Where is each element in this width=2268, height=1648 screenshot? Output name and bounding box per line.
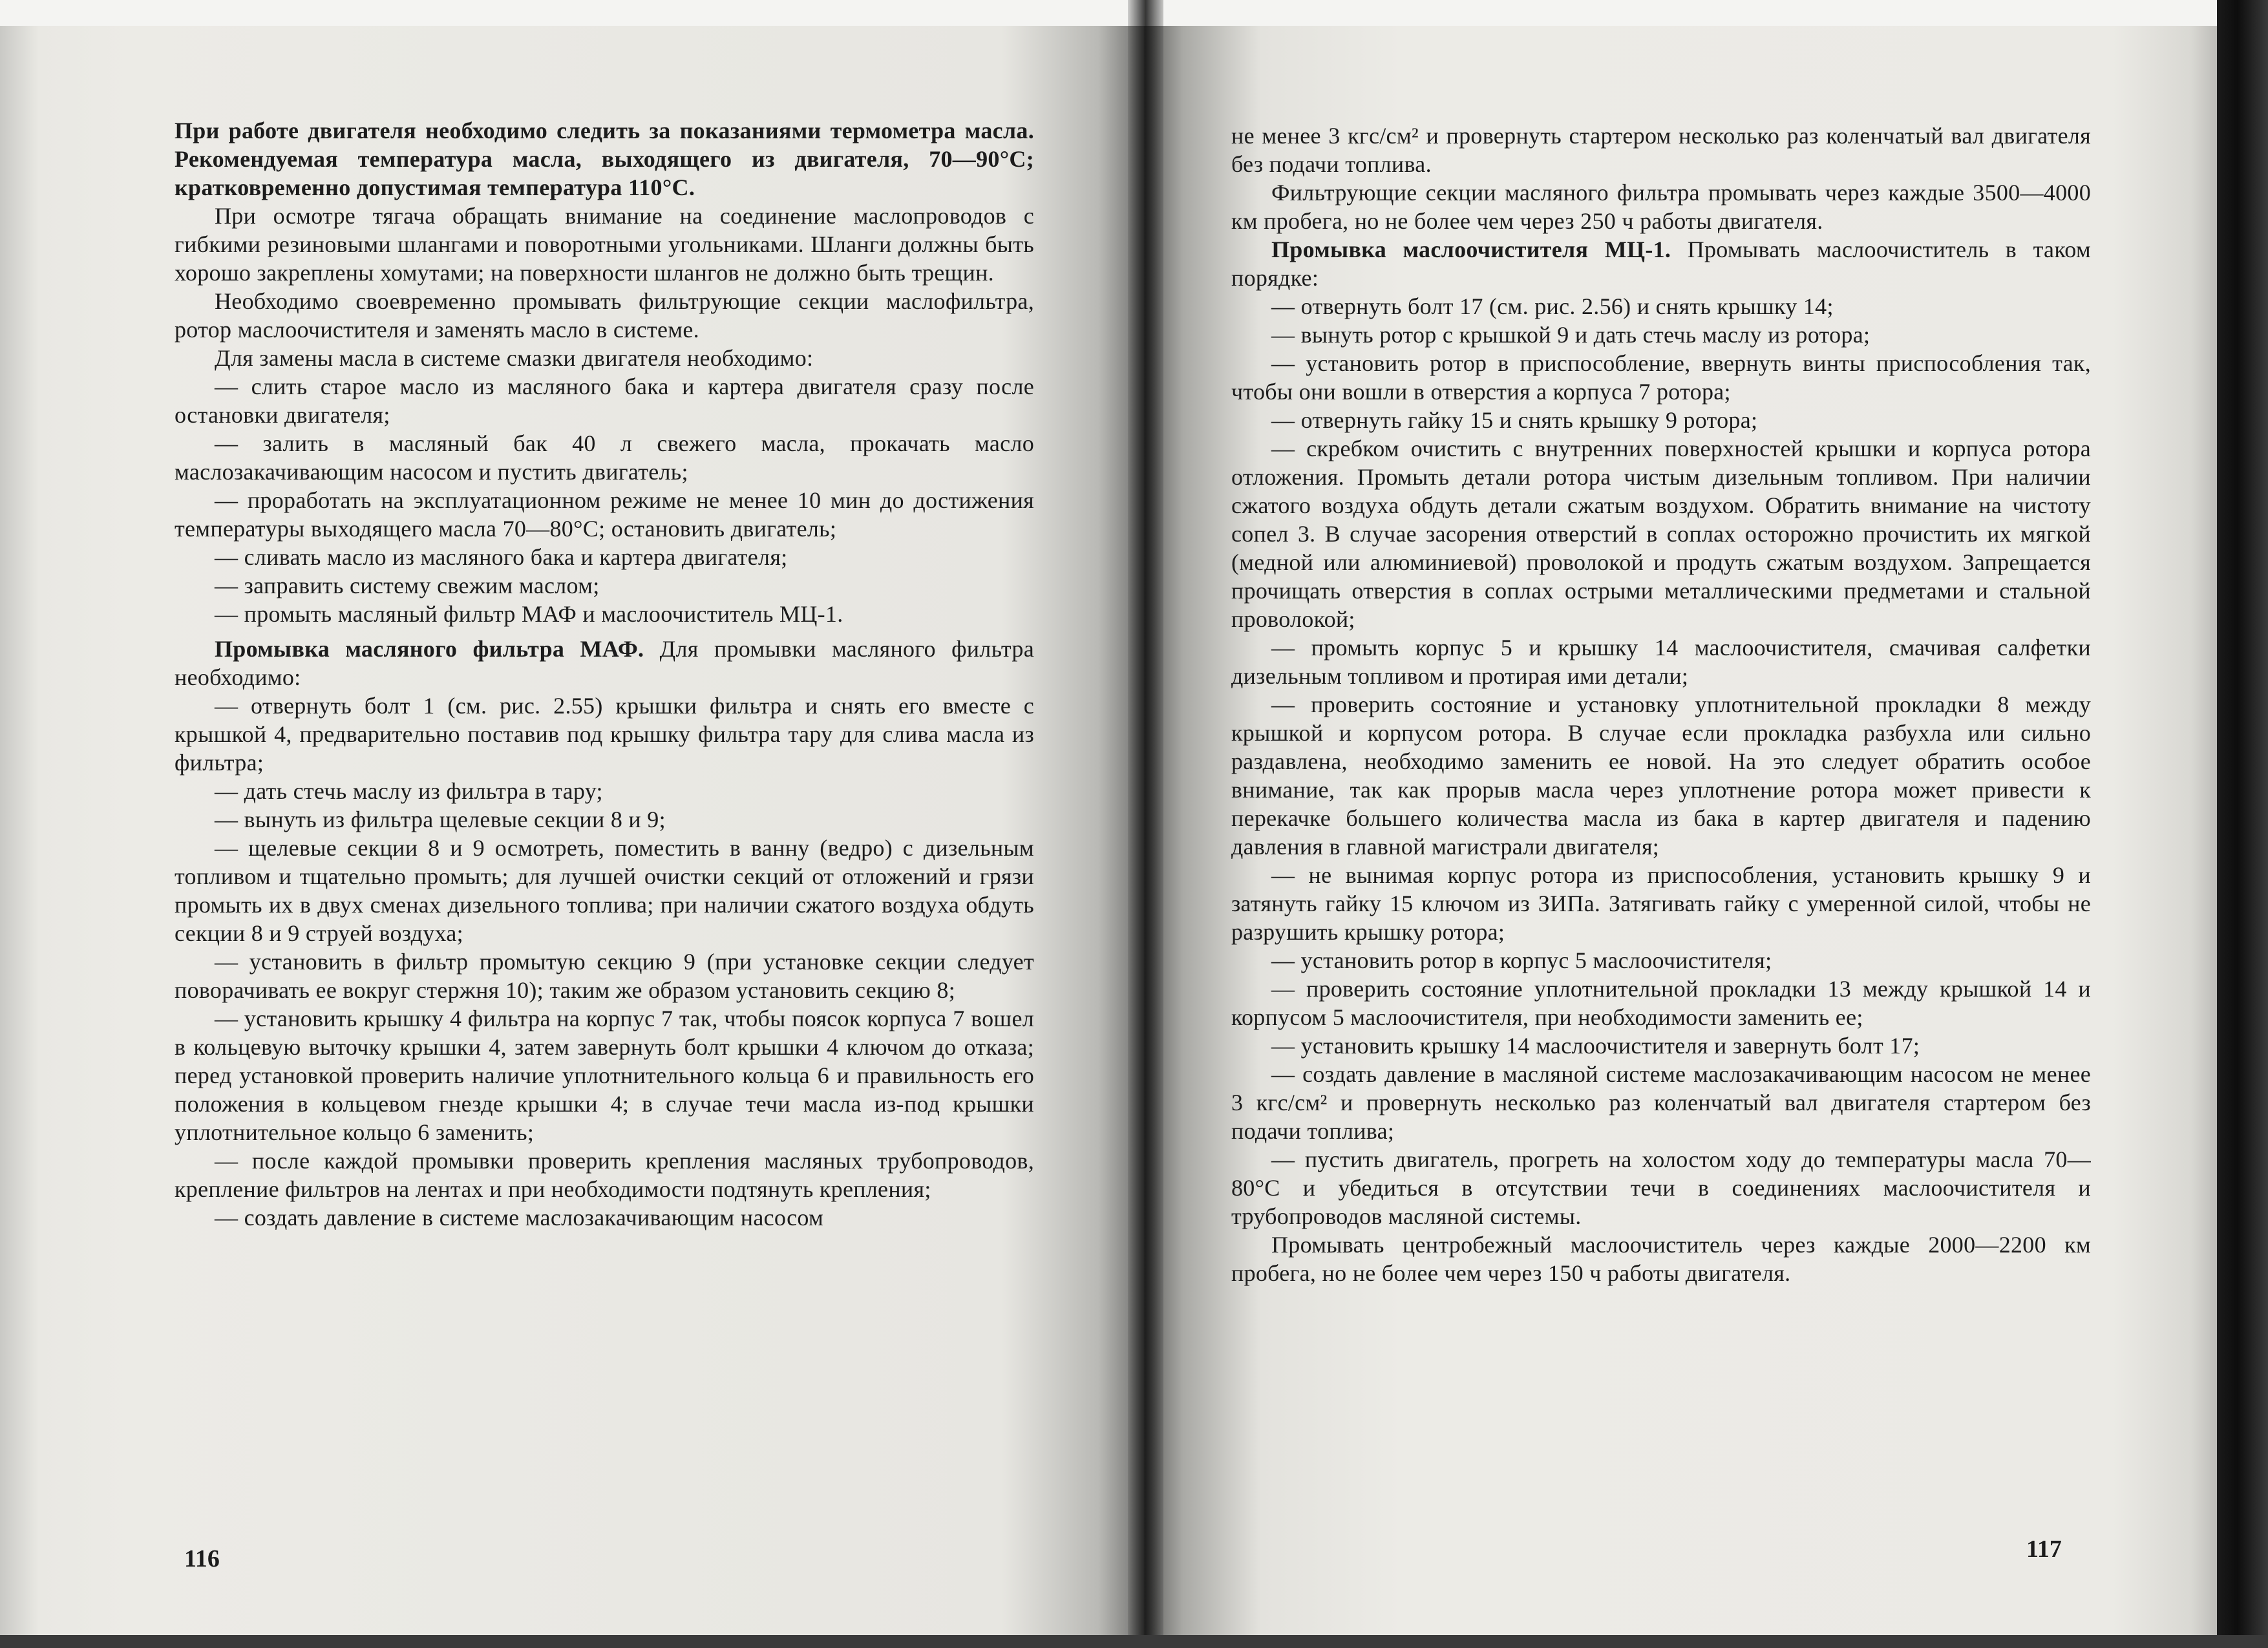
list-item: — проверить состояние уплотнительной прокладки 13 между крышкой 14 и корпусом 5 маслоочистителя, при необходимости заменить ее; xyxy=(1231,976,2091,1030)
page-number: 117 xyxy=(2026,1536,2062,1563)
section-heading: Промывка масляного фильтра МАФ. xyxy=(215,636,644,662)
paragraph: При работе двигателя необходимо следить за показаниями термометра масла. Рекомендуемая температура масла, выходящего из двигателя, 70—90°С; кратковременно допустимая температура 110°С. xyxy=(175,118,1034,200)
paragraph: Фильтрующие секции масляного фильтра промывать через каждые 3500—4000 км пробега, но не более чем через 250 ч работы двигателя. xyxy=(1231,180,2091,234)
list-item: — создать давление в масляной системе маслозакачивающим насосом не менее 3 кгс/см² и провернуть несколько раз коленчатый вал двигателя стартером без подачи топлива; xyxy=(1231,1061,2091,1144)
list-item: — промыть масляный фильтр МАФ и маслоочиститель МЦ-1. xyxy=(215,601,843,627)
paragraph: При осмотре тягача обращать внимание на соединение маслопроводов с гибкими резиновыми шлангами и поворотными угольниками. Шланги должны быть хорошо закреплены хомутами; на поверхности шлангов не должно быть трещин. xyxy=(175,203,1034,286)
page-number: 116 xyxy=(184,1545,220,1572)
list-item: — промыть корпус 5 и крышку 14 маслоочистителя, смачивая салфетки дизельным топливом и протирая ими детали; xyxy=(1231,635,2091,689)
list-item: — создать давление в системе маслозакачивающим насосом xyxy=(215,1205,824,1231)
scan-right-edge xyxy=(2217,0,2268,1648)
list-item: — проработать на эксплуатационном режиме не менее 10 мин до достижения температуры выходящего масла 70—80°С; остановить двигатель; xyxy=(175,487,1034,542)
scan-bottom-edge xyxy=(0,1635,2268,1648)
left-page xyxy=(0,26,1144,1635)
list-item: — вынуть ротор с крышкой 9 и дать стечь маслу из ротора; xyxy=(1271,322,1871,348)
list-item: — сливать масло из масляного бака и картера двигателя; xyxy=(215,544,788,570)
list-item: — не вынимая корпус ротора из приспособления, установить крышку 9 и затянуть гайку 15 ключом из ЗИПа. Затягивать гайку с умеренной силой, чтобы не разрушить крышку ротора; xyxy=(1231,862,2091,945)
list-item: — заправить систему свежим маслом; xyxy=(215,573,600,598)
list-item: — установить крышку 4 фильтра на корпус 7 так, чтобы поясок корпуса 7 вошел в кольцевую выточку крышки 4, затем завернуть болт крышки 4 ключом до отказа; перед установкой проверить наличие уплотнительного кольца 6 и правильность его положения в кольцевом гнезде крышки 4; в случае течи масла из-под крышки уплотнительное кольцо 6 заменить; xyxy=(175,1006,1034,1145)
paragraph: Необходимо своевременно промывать фильтрующие секции маслофильтра, ротор маслоочистителя и заменять масло в системе. xyxy=(175,288,1034,343)
list-item: — слить старое масло из масляного бака и картера двигателя сразу после остановки двигателя; xyxy=(175,374,1034,428)
section-heading-paragraph: Промывка маслоочистителя МЦ-1. Промывать маслоочиститель в таком порядке: xyxy=(1231,237,2091,291)
list-item: — отвернуть гайку 15 и снять крышку 9 ротора; xyxy=(1271,407,1758,433)
list-item: — отвернуть болт 17 (см. рис. 2.56) и снять крышку 14; xyxy=(1271,293,1834,319)
book-gutter xyxy=(1128,0,1163,1648)
right-page xyxy=(1144,26,2217,1635)
list-item: — скребком очистить с внутренних поверхностей крышки и корпуса ротора отложения. Промыть детали ротора чистым дизельным топливом. При наличии сжатого воздуха обдуть детали сжатым воздухом. Обратить внимание на чистоту сопел 3. В случае засорения отверстий в соплах осторожно прочистить их мягкой (медной или алюминиевой) проволокой и продуть сжатым воздухом. Запрещается прочищать отверстия в соплах острыми металлическими предметами и стальной проволокой; xyxy=(1231,436,2091,632)
list-item: — залить в масляный бак 40 л свежего масла, прокачать масло маслозакачивающим насосом и пустить двигатель; xyxy=(175,430,1034,485)
list-item: — дать стечь маслу из фильтра в тару; xyxy=(215,778,603,804)
list-item: — установить в фильтр промытую секцию 9 (при установке секции следует поворачивать ее вокруг стержня 10); таким же образом установить секцию 8; xyxy=(175,949,1034,1003)
section-heading-paragraph: Промывка масляного фильтра МАФ. Для промывки масляного фильтра необходимо: xyxy=(175,636,1034,690)
list-item: — вынуть из фильтра щелевые секции 8 и 9; xyxy=(215,807,666,832)
paragraph: не менее 3 кгс/см² и провернуть стартером несколько раз коленчатый вал двигателя без подачи топлива. xyxy=(1231,123,2091,177)
list-item: — проверить состояние и установку уплотнительной прокладки 8 между крышкой и корпусом ротора. В случае если прокладка разбухла или сильно раздавлена, необходимо заменить ее новой. На это следует обратить особое внимание, так как прорыв масла через уплотнение ротора может привести к перекачке большего количества масла из бака в картер двигателя и падению давления в главной магистрали двигателя; xyxy=(1231,692,2091,860)
paragraph: Для замены масла в системе смазки двигателя необходимо: xyxy=(215,345,814,371)
paragraph: Промывать центробежный маслоочиститель через каждые 2000—2200 км пробега, но не более чем через 150 ч работы двигателя. xyxy=(1231,1232,2091,1286)
section-heading: Промывка маслоочистителя МЦ-1. xyxy=(1271,237,1671,262)
list-item: — установить крышку 14 маслоочистителя и завернуть болт 17; xyxy=(1271,1033,1920,1059)
list-item: — установить ротор в корпус 5 маслоочистителя; xyxy=(1271,947,1772,973)
list-item: — после каждой промывки проверить крепления масляных трубопроводов, крепление фильтров на лентах и при необходимости подтянуть крепления; xyxy=(175,1148,1034,1202)
list-item: — отвернуть болт 1 (см. рис. 2.55) крышки фильтра и снять его вместе с крышкой 4, предварительно поставив под крышку фильтра тару для слива масла из фильтра; xyxy=(175,693,1034,776)
list-item: — щелевые секции 8 и 9 осмотреть, поместить в ванну (ведро) с дизельным топливом и тщательно промыть; для лучшей очистки секций от отложений и грязи промыть их в двух сменах дизельного топлива; при наличии сжатого воздуха обдуть секции 8 и 9 струей воздуха; xyxy=(175,835,1034,946)
right-page-text xyxy=(1231,121,2091,1287)
list-item: — пустить двигатель, прогреть на холостом ходу до температуры масла 70—80°С и убедиться в отсутствии течи в соединениях маслоочистителя и трубопроводов масляной системы. xyxy=(1231,1146,2091,1229)
list-item: — установить ротор в приспособление, ввернуть винты приспособления так, чтобы они вошли в отверстия а корпуса 7 ротора; xyxy=(1231,350,2091,405)
left-page-text xyxy=(175,116,1034,1232)
